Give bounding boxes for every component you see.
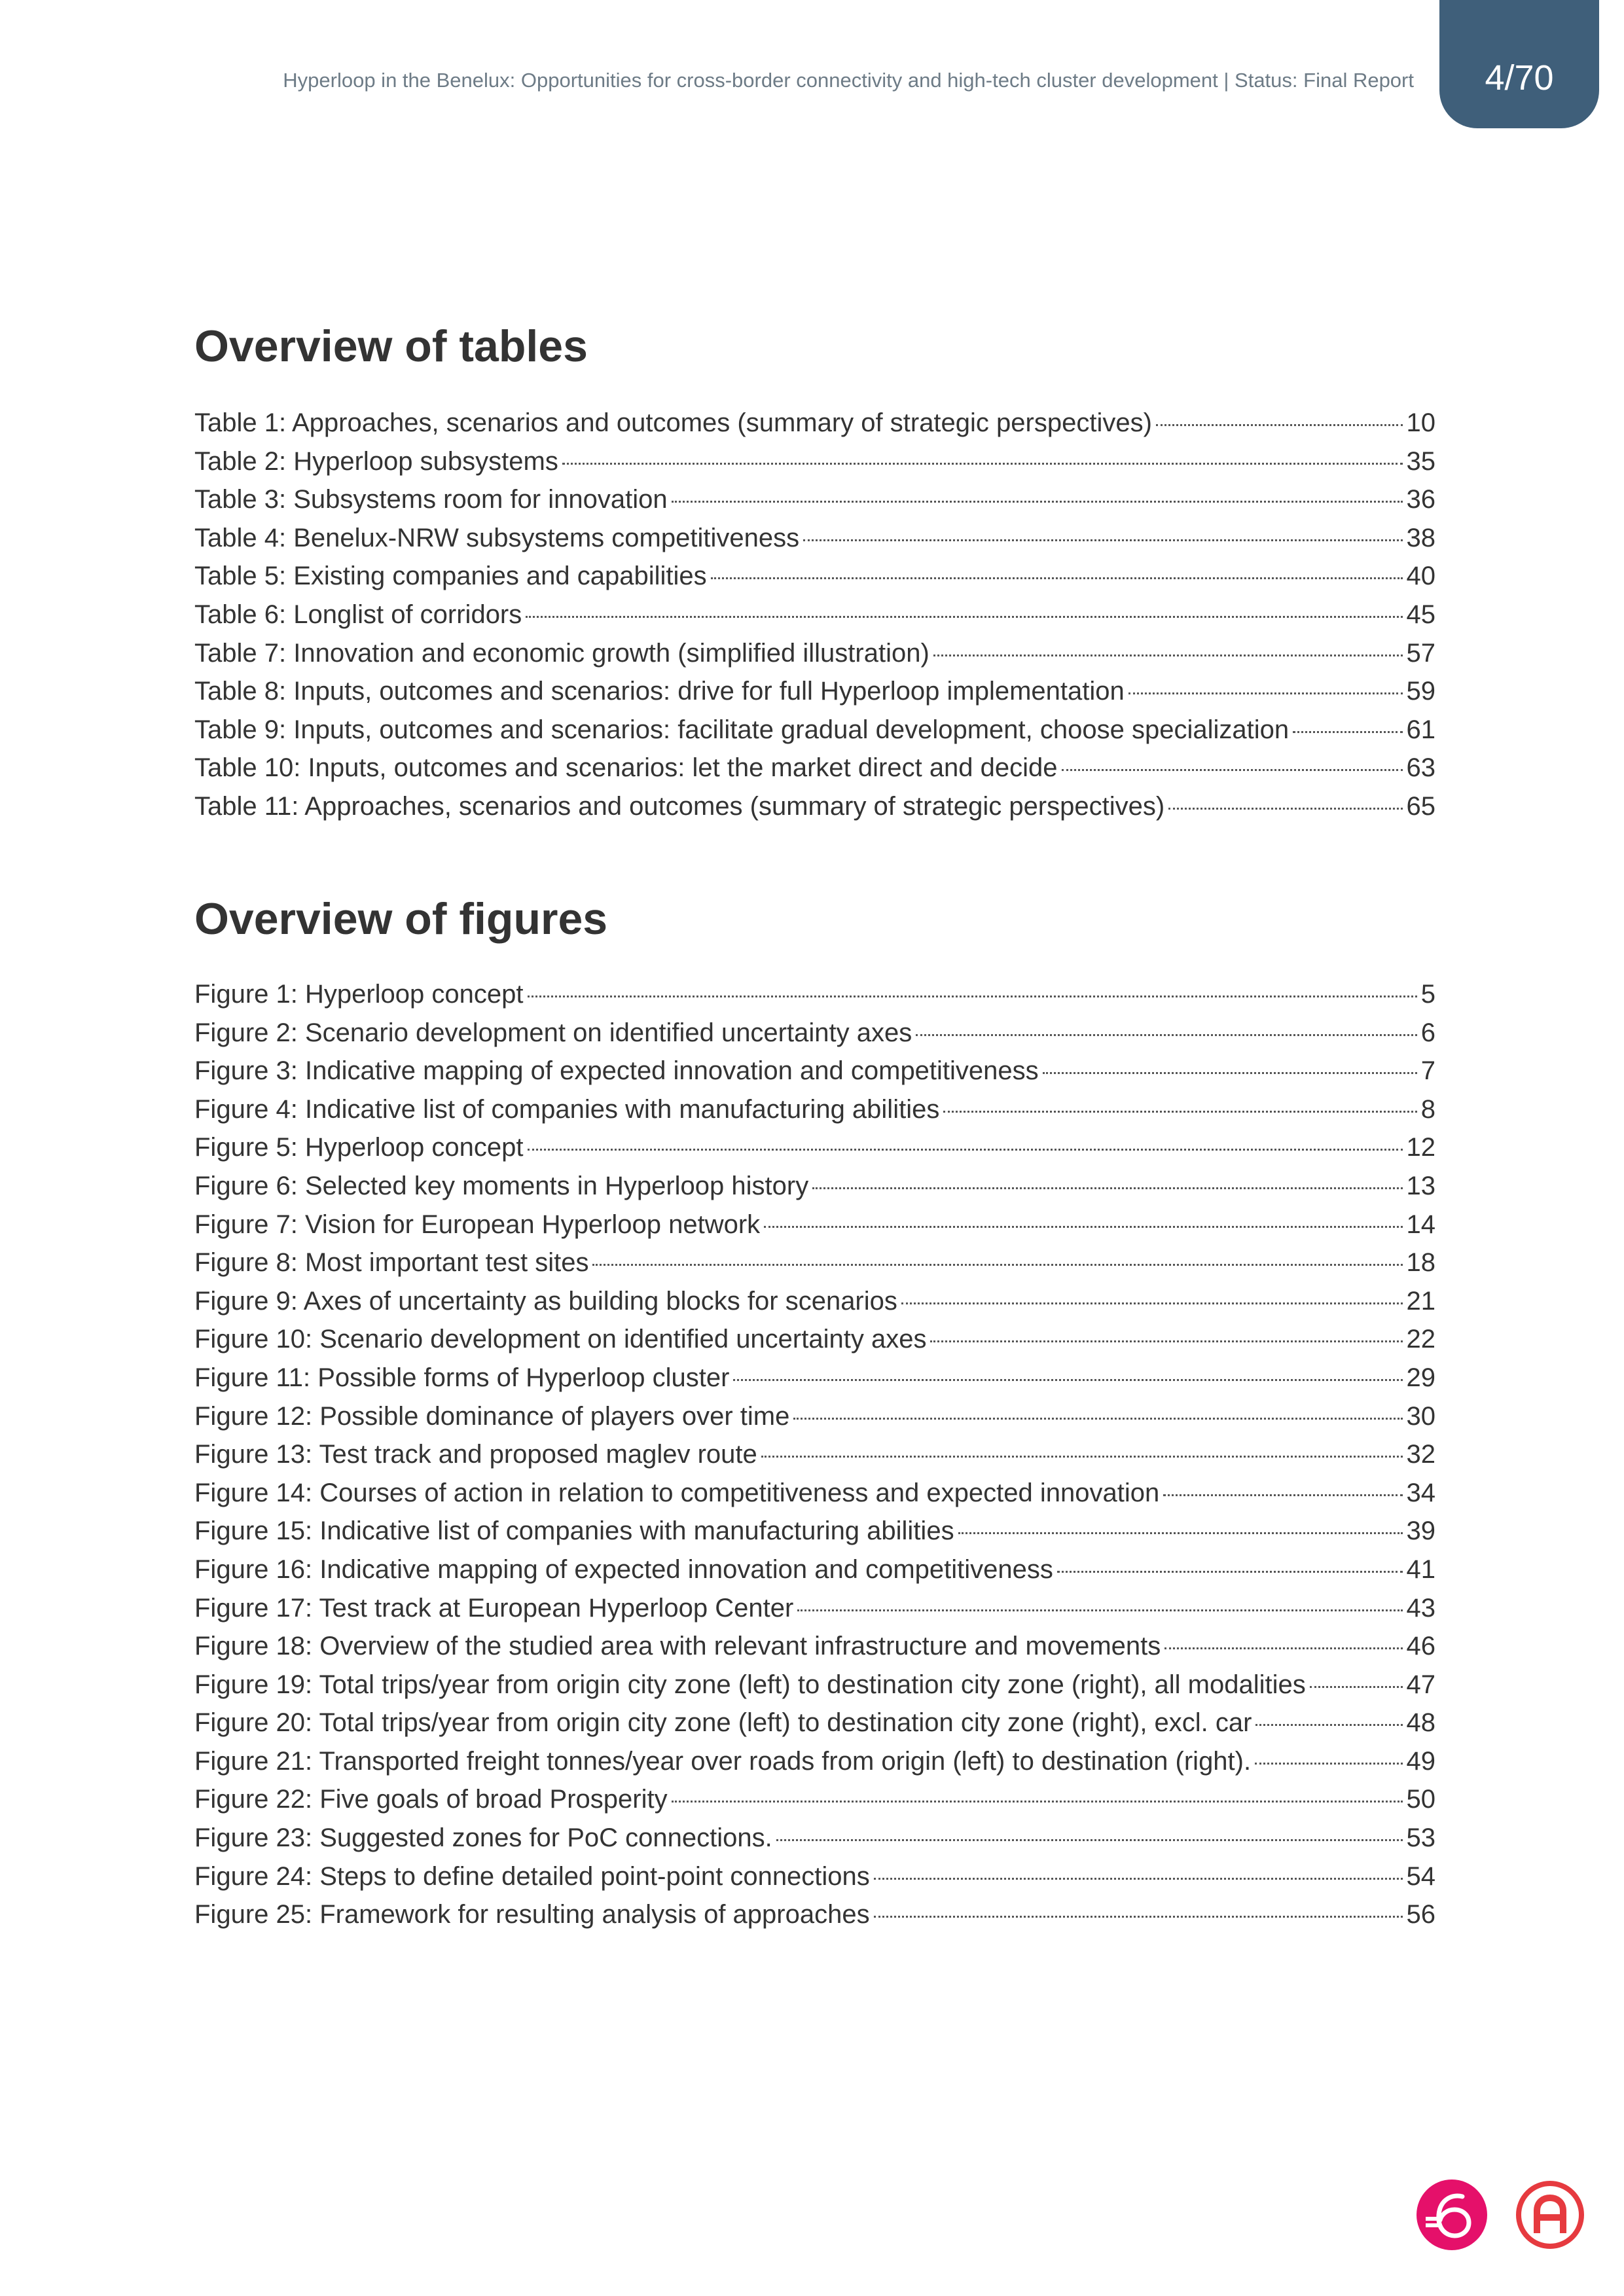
figure-entry-label: Figure 12: Possible dominance of players over time	[194, 1401, 790, 1431]
figure-entry-label: Figure 23: Suggested zones for PoC connections.	[194, 1823, 772, 1853]
table-entry[interactable]	[194, 792, 1435, 831]
dot-leader	[793, 1418, 1402, 1420]
figure-entry-page-number: 14	[1406, 1210, 1435, 1239]
table-entry[interactable]	[194, 753, 1435, 792]
figure-entry-page-number: 13	[1406, 1171, 1435, 1200]
dot-leader	[1128, 692, 1403, 694]
six-logo-icon	[1416, 2179, 1487, 2250]
table-entry-page-number: 40	[1406, 562, 1435, 591]
table-entry-label: Table 11: Approaches, scenarios and outcomes (summary of strategic perspectives)	[194, 791, 1165, 821]
dot-leader	[1168, 808, 1402, 810]
figure-entry-page-number: 7	[1420, 1056, 1435, 1086]
dot-leader	[812, 1187, 1402, 1189]
dot-leader	[711, 577, 1403, 579]
table-entry-label: Table 3: Subsystems room for innovation	[194, 485, 668, 514]
figure-entry-page-number: 53	[1406, 1823, 1435, 1853]
dot-leader	[958, 1532, 1403, 1534]
figure-entry-page-number: 49	[1406, 1746, 1435, 1776]
dot-leader	[1062, 769, 1403, 771]
figure-entry-label: Figure 14: Courses of action in relation to competitiveness and expected innovation	[194, 1478, 1160, 1507]
figure-entry[interactable]	[194, 1632, 1435, 1670]
dot-leader	[916, 1034, 1417, 1036]
dot-leader	[943, 1111, 1416, 1113]
figure-entry-label: Figure 11: Possible forms of Hyperloop cluster	[194, 1363, 730, 1392]
figure-entry[interactable]	[194, 1363, 1435, 1402]
dot-leader	[672, 501, 1403, 503]
figure-entry-label: Figure 10: Scenario development on identified uncertainty axes	[194, 1325, 927, 1354]
dot-leader	[1255, 1763, 1402, 1765]
page-number: 4/70	[1485, 58, 1554, 98]
table-entry[interactable]	[194, 408, 1435, 447]
figure-entry-page-number: 34	[1406, 1478, 1435, 1507]
figure-entry-label: Figure 8: Most important test sites	[194, 1248, 589, 1278]
dot-leader	[1163, 1494, 1402, 1496]
figure-entry-page-number: 41	[1406, 1554, 1435, 1584]
dot-leader	[562, 463, 1403, 465]
figure-entry[interactable]	[194, 1594, 1435, 1632]
figure-entry-label: Figure 4: Indicative list of companies with manufacturing abilities	[194, 1094, 940, 1124]
table-entry-page-number: 36	[1406, 485, 1435, 514]
table-entry-page-number: 59	[1406, 677, 1435, 706]
figure-entry[interactable]	[194, 1516, 1435, 1555]
figure-entry-page-number: 22	[1406, 1325, 1435, 1354]
dot-leader	[1255, 1724, 1402, 1726]
dot-leader	[930, 1340, 1402, 1342]
dot-leader	[1043, 1072, 1417, 1074]
dot-leader	[933, 655, 1403, 656]
table-entry-page-number: 65	[1406, 791, 1435, 821]
figure-entry-label: Figure 17: Test track at European Hyperloop Center	[194, 1593, 794, 1623]
figure-entry[interactable]	[194, 1900, 1435, 1939]
table-entry-page-number: 61	[1406, 715, 1435, 744]
figure-entry-label: Figure 22: Five goals of broad Prosperity	[194, 1785, 668, 1814]
table-entry[interactable]	[194, 639, 1435, 677]
figure-entry[interactable]	[194, 1248, 1435, 1287]
figure-entry-label: Figure 9: Axes of uncertainty as building blocks for scenarios	[194, 1286, 897, 1316]
figure-entry-label: Figure 6: Selected key moments in Hyperloop history	[194, 1171, 809, 1200]
figure-entry-page-number: 47	[1406, 1670, 1435, 1699]
table-entry[interactable]	[194, 677, 1435, 715]
table-entry[interactable]	[194, 715, 1435, 754]
figure-entry-page-number: 8	[1420, 1094, 1435, 1124]
figure-entry-page-number: 48	[1406, 1708, 1435, 1738]
tables-section-title: Overview of tables	[194, 321, 588, 371]
figure-entry[interactable]	[194, 1287, 1435, 1325]
figure-entry[interactable]	[194, 1172, 1435, 1210]
dot-leader	[528, 1149, 1403, 1151]
figure-entry-label: Figure 1: Hyperloop concept	[194, 980, 524, 1009]
figure-entry[interactable]	[194, 1670, 1435, 1709]
dot-leader	[803, 539, 1402, 541]
figure-entry[interactable]	[194, 1402, 1435, 1441]
dot-leader	[764, 1226, 1402, 1228]
figure-entry-label: Figure 5: Hyperloop concept	[194, 1133, 524, 1162]
figure-entry-page-number: 43	[1406, 1593, 1435, 1623]
figure-entry-label: Figure 24: Steps to define detailed point-point connections	[194, 1861, 870, 1891]
figure-entry[interactable]	[194, 1785, 1435, 1823]
dot-leader	[874, 1878, 1403, 1880]
figure-entry-label: Figure 19: Total trips/year from origin city zone (left) to destination city zone (right), all modalities	[194, 1670, 1306, 1699]
figure-entry[interactable]	[194, 1133, 1435, 1172]
figure-entry-page-number: 32	[1406, 1440, 1435, 1469]
dot-leader	[1164, 1647, 1402, 1649]
figure-entry-page-number: 39	[1406, 1516, 1435, 1546]
table-entry-page-number: 63	[1406, 753, 1435, 783]
dot-leader	[526, 616, 1402, 618]
dot-leader	[1057, 1571, 1403, 1573]
figure-entry[interactable]	[194, 1479, 1435, 1517]
table-entry-label: Table 8: Inputs, outcomes and scenarios: drive for full Hyperloop implementation	[194, 677, 1125, 706]
dot-leader	[528, 996, 1417, 997]
table-entry-label: Table 2: Hyperloop subsystems	[194, 446, 558, 476]
dot-leader	[1156, 424, 1403, 426]
figure-entry-label: Figure 13: Test track and proposed maglev route	[194, 1440, 757, 1469]
figure-entry[interactable]	[194, 1056, 1435, 1095]
figure-entry[interactable]	[194, 1018, 1435, 1057]
table-entry-label: Table 9: Inputs, outcomes and scenarios: facilitate gradual development, choose specialization	[194, 715, 1290, 744]
table-entry-label: Table 10: Inputs, outcomes and scenarios: let the market direct and decide	[194, 753, 1058, 783]
figure-entry-label: Figure 16: Indicative mapping of expected innovation and competitiveness	[194, 1554, 1053, 1584]
figure-entry-page-number: 30	[1406, 1401, 1435, 1431]
figure-entry[interactable]	[194, 1747, 1435, 1785]
figure-entry[interactable]	[194, 1325, 1435, 1363]
dot-leader	[874, 1916, 1403, 1918]
table-entry[interactable]	[194, 485, 1435, 524]
figure-entry-page-number: 18	[1406, 1248, 1435, 1278]
a-logo-icon	[1515, 2179, 1585, 2250]
dot-leader	[776, 1839, 1403, 1841]
dot-leader	[1310, 1686, 1403, 1688]
figures-list	[194, 980, 1435, 1939]
dot-leader	[797, 1609, 1402, 1611]
dot-leader	[901, 1302, 1403, 1304]
figure-entry[interactable]	[194, 1823, 1435, 1862]
running-header: Hyperloop in the Benelux: Opportunities for cross-border connectivity and high-tech cluster development | Status: Final Report	[283, 69, 1414, 92]
table-entry[interactable]	[194, 447, 1435, 486]
figures-section-title: Overview of figures	[194, 894, 608, 944]
figure-entry[interactable]	[194, 1440, 1435, 1479]
tables-list	[194, 408, 1435, 831]
figure-entry-page-number: 50	[1406, 1785, 1435, 1814]
figure-entry-page-number: 46	[1406, 1632, 1435, 1661]
figure-entry-page-number: 12	[1406, 1133, 1435, 1162]
figure-entry-label: Figure 3: Indicative mapping of expected innovation and competitiveness	[194, 1056, 1039, 1086]
figure-entry-label: Figure 7: Vision for European Hyperloop network	[194, 1210, 761, 1239]
table-entry[interactable]	[194, 600, 1435, 639]
figure-entry-label: Figure 15: Indicative list of companies with manufacturing abilities	[194, 1516, 954, 1546]
dot-leader	[733, 1379, 1402, 1381]
figure-entry-page-number: 29	[1406, 1363, 1435, 1392]
figure-entry[interactable]	[194, 1555, 1435, 1594]
figure-entry-page-number: 6	[1420, 1018, 1435, 1047]
table-entry[interactable]	[194, 562, 1435, 600]
figure-entry[interactable]	[194, 980, 1435, 1018]
figure-entry[interactable]	[194, 1095, 1435, 1134]
table-entry[interactable]	[194, 524, 1435, 562]
table-entry-page-number: 10	[1406, 408, 1435, 437]
dot-leader	[761, 1456, 1403, 1458]
figure-entry-page-number: 54	[1406, 1861, 1435, 1891]
figure-entry-label: Figure 21: Transported freight tonnes/year over roads from origin (left) to destination (right).	[194, 1746, 1252, 1776]
table-entry-page-number: 35	[1406, 446, 1435, 476]
figure-entry-label: Figure 18: Overview of the studied area with relevant infrastructure and movements	[194, 1632, 1161, 1661]
page-number-tab	[1439, 0, 1599, 128]
figure-entry[interactable]	[194, 1210, 1435, 1249]
figure-entry[interactable]	[194, 1862, 1435, 1901]
dot-leader	[672, 1801, 1403, 1803]
figure-entry-page-number: 21	[1406, 1286, 1435, 1316]
figure-entry-page-number: 56	[1406, 1900, 1435, 1929]
table-entry-label: Table 4: Benelux-NRW subsystems competitiveness	[194, 523, 800, 552]
table-entry-label: Table 6: Longlist of corridors	[194, 600, 522, 629]
table-entry-page-number: 45	[1406, 600, 1435, 629]
table-entry-label: Table 1: Approaches, scenarios and outcomes (summary of strategic perspectives)	[194, 408, 1152, 437]
dot-leader	[592, 1264, 1402, 1266]
dot-leader	[1293, 731, 1402, 733]
figure-entry-label: Figure 20: Total trips/year from origin city zone (left) to destination city zone (right), excl. car	[194, 1708, 1252, 1738]
figure-entry-label: Figure 2: Scenario development on identified uncertainty axes	[194, 1018, 912, 1047]
figure-entry[interactable]	[194, 1708, 1435, 1747]
table-entry-label: Table 5: Existing companies and capabilities	[194, 562, 707, 591]
table-entry-label: Table 7: Innovation and economic growth (simplified illustration)	[194, 638, 929, 668]
table-entry-page-number: 57	[1406, 638, 1435, 668]
table-entry-page-number: 38	[1406, 523, 1435, 552]
figure-entry-page-number: 5	[1420, 980, 1435, 1009]
figure-entry-label: Figure 25: Framework for resulting analysis of approaches	[194, 1900, 870, 1929]
